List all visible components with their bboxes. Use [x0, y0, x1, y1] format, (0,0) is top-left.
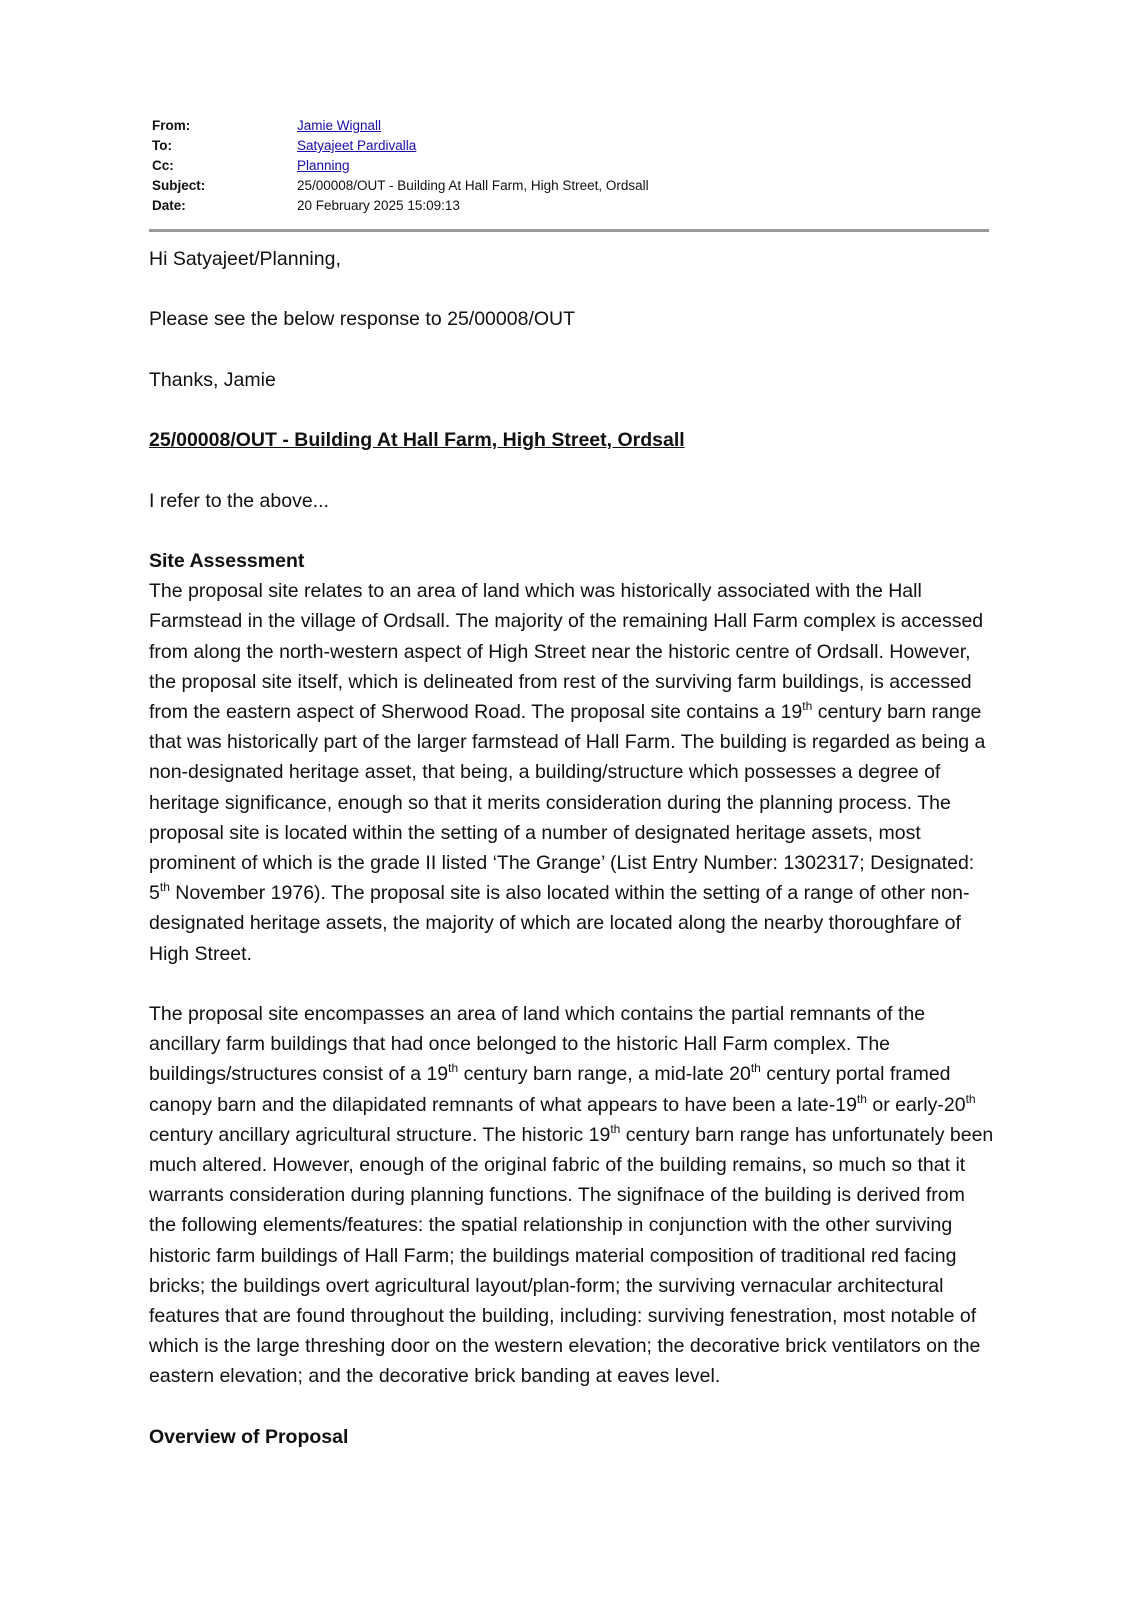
cc-link[interactable]: Planning [297, 158, 350, 173]
email-body [149, 244, 994, 1452]
site-assessment-paragraph-2: The proposal site encompasses an area of land which contains the partial remnants of the ancillary farm buildings that had once belonged to the historic Hall Farm complex. The buildings/structures consist of a 19th century barn range, a mid-late 20th century portal framed canopy barn and the dilapidated remnants of what appears to have been a late-19th or early-20th century ancillary agricultural structure. The historic 19th century barn range has unfortunately been much altered. However, enough of the original fabric of the building remains, so much so that it warrants consideration during planning functions. The signifnace of the building is derived from the following elements/features: the spatial relationship in conjunction with the other surviving historic farm buildings of Hall Farm; the buildings material composition of traditional red facing bricks; the buildings overt agricultural layout/plan-form; the surviving vernacular architectural features that are found throughout the building, including: surviving fenestration, most notable of which is the large threshing door on the western elevation; the decorative brick ventilators on the eastern elevation; and the decorative brick banding at eaves level. [149, 1002, 994, 1388]
greeting: Hi Satyajeet/Planning, [149, 248, 341, 270]
email-header [152, 116, 992, 216]
overview-heading: Overview of Proposal [149, 1425, 349, 1448]
site-assessment-paragraph-1: The proposal site relates to an area of land which was historically associated with the Hall Farmstead in the village of Ordsall. The majority of the remaining Hall Farm complex is accessed from along the north-western aspect of High Street near the historic centre of Ordsall. However, the proposal site itself, which is delineated from rest of the surviving farm buildings, is accessed from the eastern aspect of Sherwood Road. The proposal site contains a 19th century barn range that was historically part of the larger farmstead of Hall Farm. The building is regarded as being a non-designated heritage asset, that being, a building/structure which possesses a degree of heritage significance, enough so that it merits consideration during the planning process. The proposal site is located within the setting of a number of designated heritage assets, most prominent of which is the grade II listed ‘The Grange’ (List Entry Number: 1302317; Designated: 5th November 1976). The proposal site is also located within the setting of a range of other non-designated heritage assets, the majority of which are located along the nearby thoroughfare of High Street. [149, 580, 986, 965]
response-title: 25/00008/OUT - Building At Hall Farm, High Street, Ordsall [149, 429, 685, 452]
signoff: Thanks, Jamie [149, 368, 276, 391]
subject-value: 25/00008/OUT - Building At Hall Farm, High Street, Ordsall [297, 178, 649, 193]
to-row [152, 136, 992, 156]
date-row [152, 196, 992, 216]
site-assessment-heading: Site Assessment [149, 549, 305, 572]
from-row [152, 116, 992, 136]
date-label: Date: [152, 198, 186, 213]
to-label: To: [152, 138, 172, 153]
header-divider [149, 229, 989, 232]
to-link[interactable]: Satyajeet Pardivalla [297, 138, 417, 153]
subject-label: Subject: [152, 178, 206, 193]
date-value: 20 February 2025 15:09:13 [297, 198, 460, 213]
cc-label: Cc: [152, 158, 174, 173]
refer-text: I refer to the above... [149, 489, 329, 512]
cc-row [152, 156, 992, 176]
subject-row [152, 176, 992, 196]
intro-text: Please see the below response to 25/00008/OUT [149, 308, 576, 331]
from-label: From: [152, 118, 191, 133]
from-link[interactable]: Jamie Wignall [297, 118, 382, 133]
